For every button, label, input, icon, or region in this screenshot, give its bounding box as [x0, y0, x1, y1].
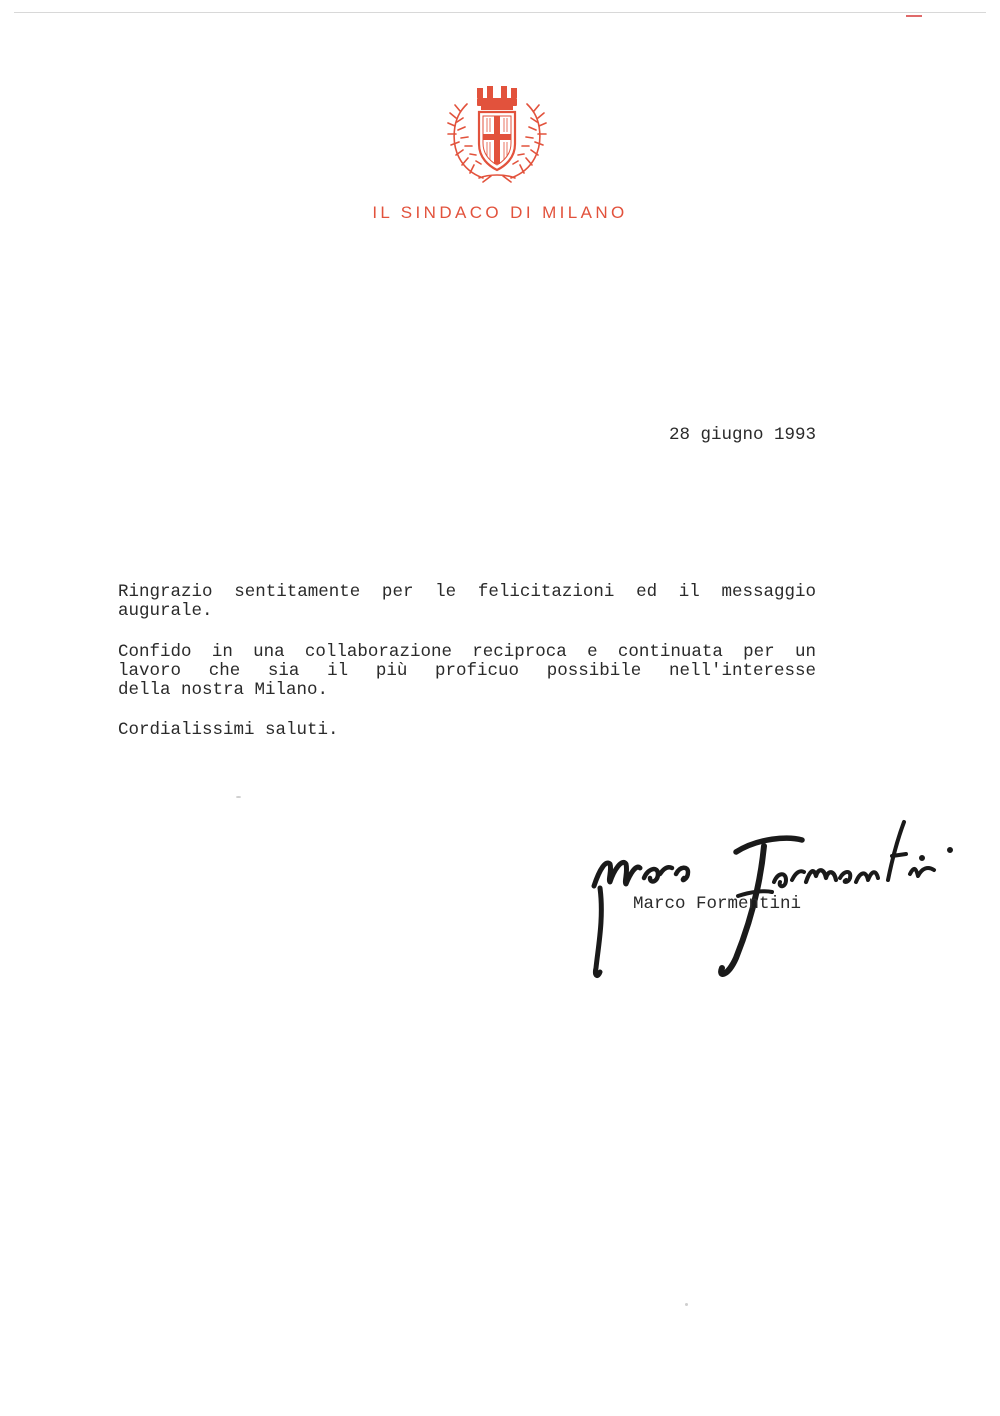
top-border-line — [14, 12, 986, 13]
paper-speck — [685, 1303, 688, 1306]
paragraph-line: augurale. — [118, 601, 213, 621]
closing-greeting: Cordialissimi saluti. — [118, 720, 339, 740]
corner-mark — [906, 15, 922, 17]
signer-typed-name: Marco Formentini — [633, 894, 802, 914]
paper-speck — [236, 796, 241, 798]
paragraph-line: della nostra Milano. — [118, 680, 329, 700]
milan-coat-of-arms-icon — [443, 82, 551, 188]
paragraph-collaboration — [118, 643, 818, 700]
paragraph-line: Confido in una collaborazione reciproca e continuata per un — [118, 642, 816, 662]
letter-date: 28 giugno 1993 — [668, 425, 816, 445]
paragraph-line: Ringrazio sentitamente per le felicitazioni ed il messaggio — [118, 582, 816, 602]
paragraph-thanks — [118, 583, 818, 621]
letterhead-title: IL SINDACO DI MILANO — [372, 203, 628, 222]
paragraph-line: lavoro che sia il più proficuo possibile nell'interesse — [118, 661, 816, 681]
